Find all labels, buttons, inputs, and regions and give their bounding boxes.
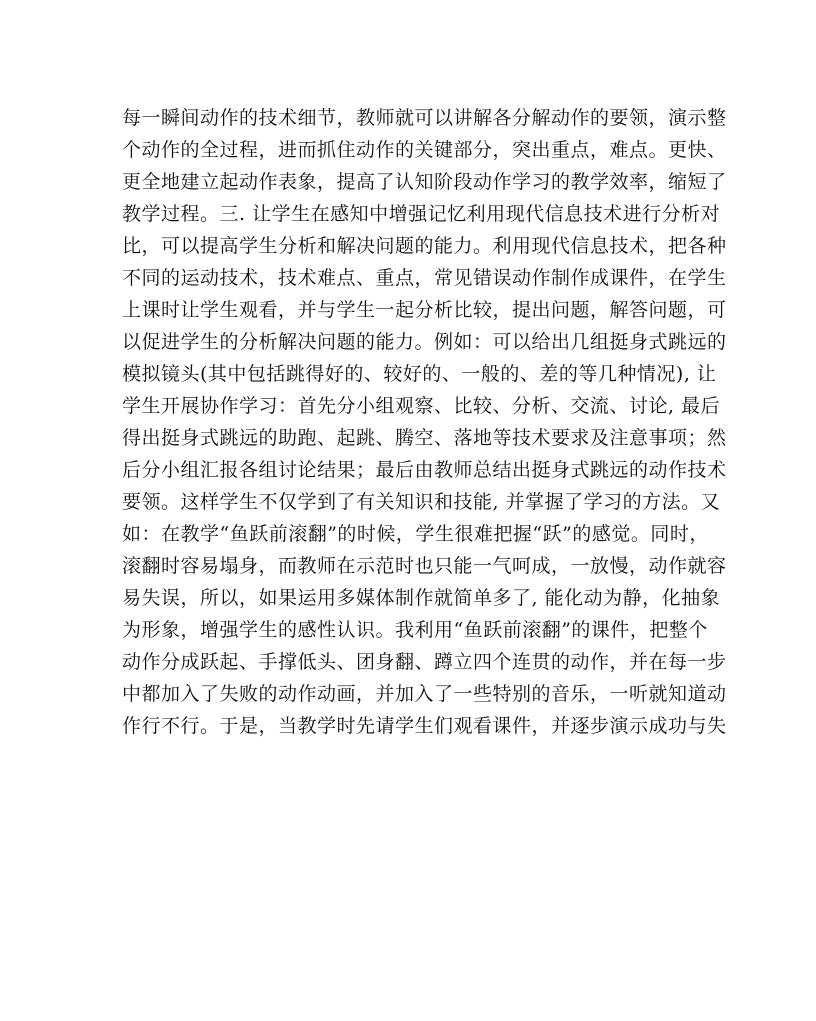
text-line: 易失误，所以，如果运用多媒体制作就简单多了, 能化动为静，化抽象 — [122, 587, 721, 609]
text-line: 滚翻时容易塌身，而教师在示范时也只能一气呵成，一放慢，动作就容 — [122, 555, 727, 577]
text-line: 为形象，增强学生的感性认识。我利用“鱼跃前滚翻”的课件，把整个 — [122, 619, 708, 641]
text-line: 比，可以提高学生分析和解决问题的能力。利用现代信息技术，把各种 — [122, 235, 727, 257]
text-line: 教学过程。三. 让学生在感知中增强记忆利用现代信息技术进行分析对 — [122, 203, 721, 225]
text-line: 作行不行。于是，当教学时先请学生们观看课件，并逐步演示成功与失 — [122, 715, 727, 737]
text-line: 个动作的全过程，进而抓住动作的关键部分，突出重点，难点。更快、 — [122, 139, 727, 161]
text-line: 不同的运动技术，技术难点、重点，常见错误动作制作成课件，在学生 — [122, 267, 727, 289]
text-line: 更全地建立起动作表象，提高了认知阶段动作学习的教学效率，缩短了 — [122, 171, 727, 193]
text-line: 要领。这样学生不仅学到了有关知识和技能, 并掌握了学习的方法。又 — [122, 491, 721, 513]
text-line: 中都加入了失败的动作动画，并加入了一些特别的音乐，一听就知道动 — [122, 683, 727, 705]
text-line: 动作分成跃起、手撑低头、团身翻、蹲立四个连贯的动作，并在每一步 — [122, 651, 727, 673]
text-line: 上课时让学生观看，并与学生一起分析比较，提出问题，解答问题，可 — [122, 299, 727, 321]
text-line: 后分小组汇报各组讨论结果；最后由教师总结出挺身式跳远的动作技术 — [122, 459, 727, 481]
text-line: 每一瞬间动作的技术细节，教师就可以讲解各分解动作的要领，演示整 — [122, 107, 727, 129]
text-line: 得出挺身式跳远的助跑、起跳、腾空、落地等技术要求及注意事项；然 — [122, 427, 727, 449]
text-line: 如：在教学“鱼跃前滚翻”的时候，学生很难把握“跃”的感觉。同时， — [122, 523, 709, 545]
text-line: 以促进学生的分析解决问题的能力。例如：可以给出几组挺身式跳远的 — [122, 331, 727, 353]
text-line: 模拟镜头(其中包括跳得好的、较好的、一般的、差的等几种情况), 让 — [122, 363, 717, 385]
text-line: 学生开展协作学习：首先分小组观察、比较、分析、交流、讨论, 最后 — [122, 395, 721, 417]
body-paragraph — [122, 102, 727, 742]
